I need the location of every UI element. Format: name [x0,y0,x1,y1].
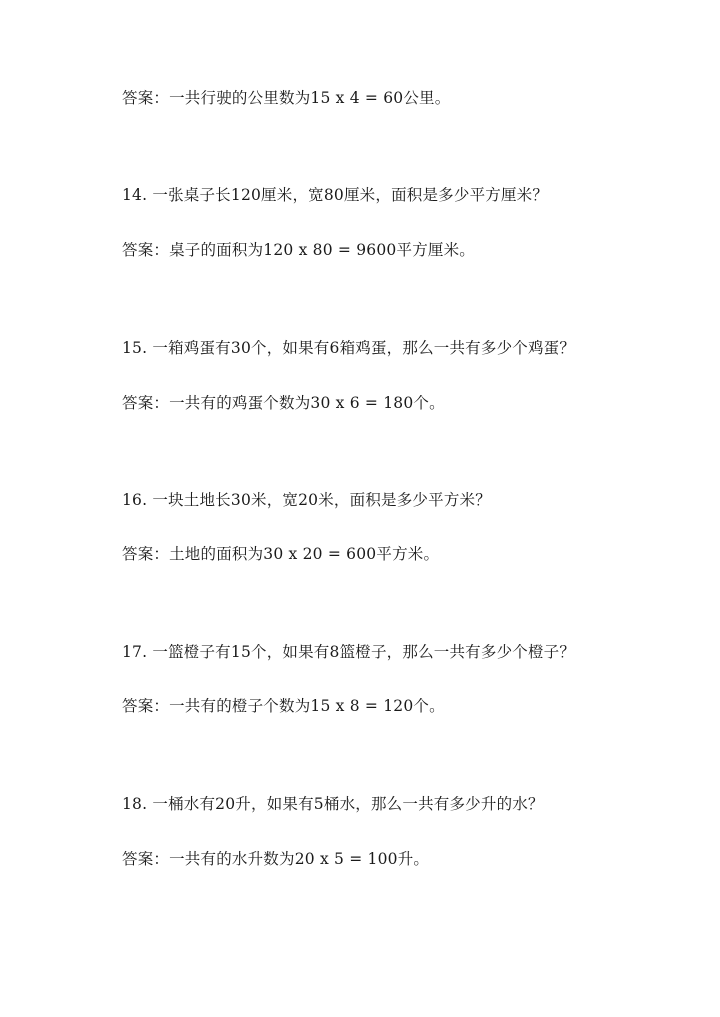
answer-18-text: 答案：一共有的水升数为20 x 5 = 100升。 [122,850,430,868]
question-17-text: 17. 一篮橙子有15个，如果有8篮橙子，那么一共有多少个橙子？ [122,643,576,661]
answer-14-text: 答案：桌子的面积为120 x 80 = 9600平方厘米。 [122,241,475,259]
question-14-text: 14. 一张桌子长120厘米，宽80厘米，面积是多少平方厘米？ [122,186,549,204]
answer-16-text: 答案：土地的面积为30 x 20 = 600平方米。 [122,545,440,563]
answer-17-text: 答案：一共有的橙子个数为15 x 8 = 120个。 [122,697,445,715]
question-15-text: 15. 一箱鸡蛋有30个，如果有6箱鸡蛋，那么一共有多少个鸡蛋？ [122,339,576,357]
question-16-text: 16. 一块土地长30米，宽20米，面积是多少平方米？ [122,491,491,509]
answer-13-text: 答案：一共行驶的公里数为15 x 4 = 60公里。 [122,89,451,107]
question-18-text: 18. 一桶水有20升，如果有5桶水，那么一共有多少升的水？ [122,795,544,813]
answer-15-text: 答案：一共有的鸡蛋个数为30 x 6 = 180个。 [122,394,445,412]
